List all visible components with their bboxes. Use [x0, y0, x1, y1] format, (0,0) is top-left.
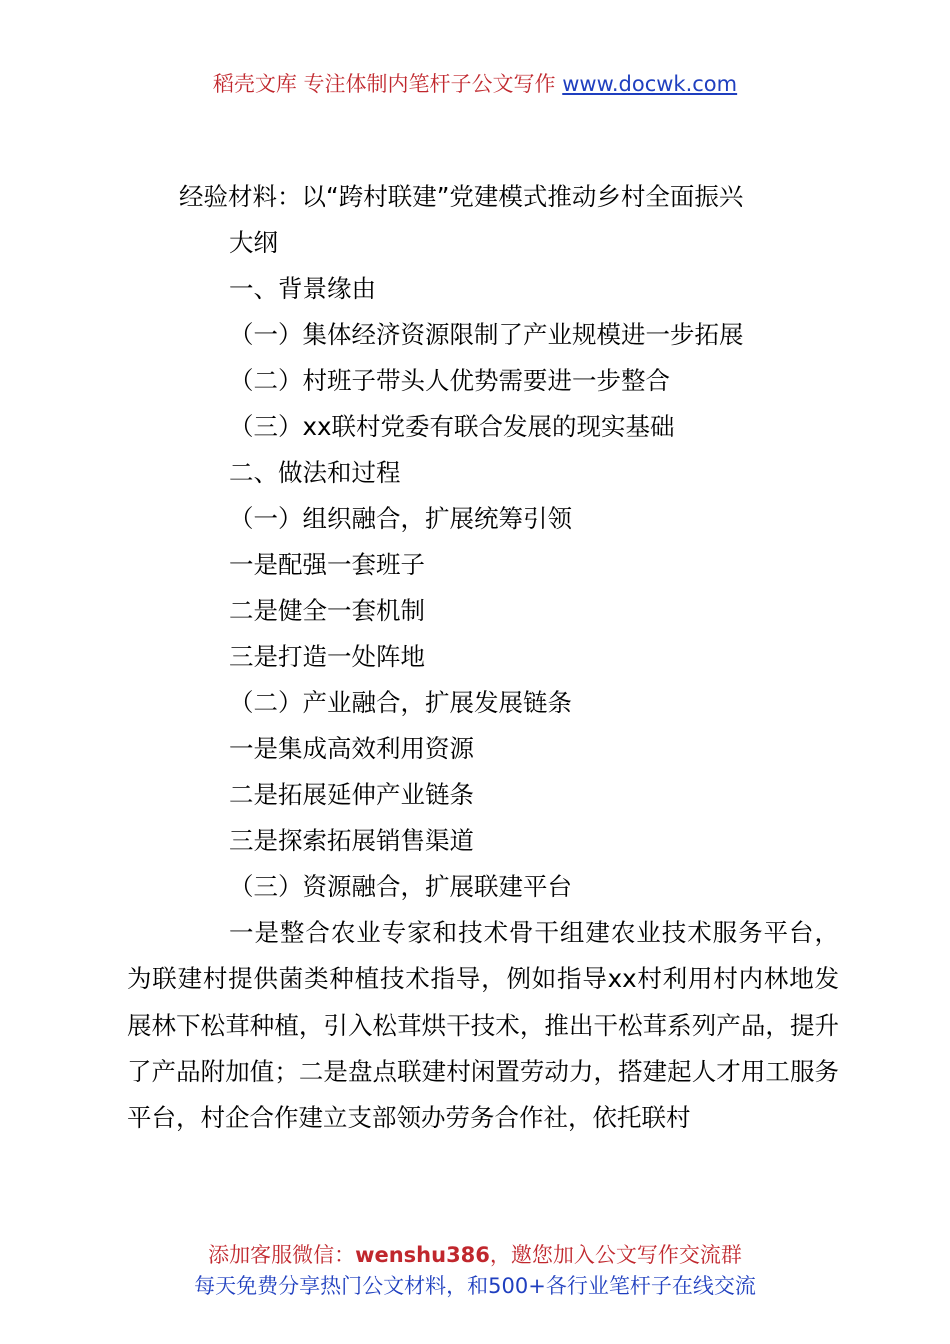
page-footer: [0, 1240, 950, 1302]
document-title: 经验材料：以“跨村联建”党建模式推动乡村全面振兴: [179, 182, 744, 211]
header-brand-text: 稻壳文库 专注体制内笔杆子公文写作: [212, 72, 556, 96]
footer-wechat-prefix: 添加客服微信：: [208, 1243, 356, 1267]
outline-item: 二是拓展延伸产业链条: [229, 780, 474, 809]
outline-heading: 大纲: [229, 228, 278, 257]
body-paragraph: 一是整合农业专家和技术骨干组建农业技术服务平台，为联建村提供菌类种植技术指导，例如指导xx村利用村内林地发展林下松茸种植，引入松茸烘干技术，推出干松茸系列产品，提升了产品附加值；二是盘点联建村闲置劳动力，搭建起人才用工服务平台，村企合作建立支部领办劳务合作社，依托联村: [127, 918, 839, 1133]
page-header: [0, 70, 950, 98]
outline-item: 一是集成高效利用资源: [229, 734, 474, 763]
footer-wechat-suffix: ，邀您加入公文写作交流群: [489, 1243, 742, 1267]
outline-item: 三是探索拓展销售渠道: [229, 826, 474, 855]
subsection-heading: （二）产业融合，扩展发展链条: [229, 688, 572, 717]
document-body: [127, 174, 839, 1141]
section-heading: 一、背景缘由: [229, 274, 376, 303]
footer-line-share: 每天免费分享热门公文材料，和500+各行业笔杆子在线交流: [194, 1274, 756, 1298]
subsection-heading: （二）村班子带头人优势需要进一步整合: [229, 366, 670, 395]
footer-wechat-id: wenshu386: [355, 1243, 490, 1267]
subsection-heading: （一）组织融合，扩展统筹引领: [229, 504, 572, 533]
subsection-heading: （三）xx联村党委有联合发展的现实基础: [229, 412, 675, 441]
outline-item: 三是打造一处阵地: [229, 642, 425, 671]
outline-item: 二是健全一套机制: [229, 596, 425, 625]
footer-line-wechat: [0, 1240, 950, 1271]
outline-item: 一是配强一套班子: [229, 550, 425, 579]
subsection-heading: （三）资源融合，扩展联建平台: [229, 872, 572, 901]
subsection-heading: （一）集体经济资源限制了产业规模进一步拓展: [229, 320, 744, 349]
section-heading: 二、做法和过程: [229, 458, 401, 487]
header-url-link[interactable]: www.docwk.com: [562, 72, 738, 96]
